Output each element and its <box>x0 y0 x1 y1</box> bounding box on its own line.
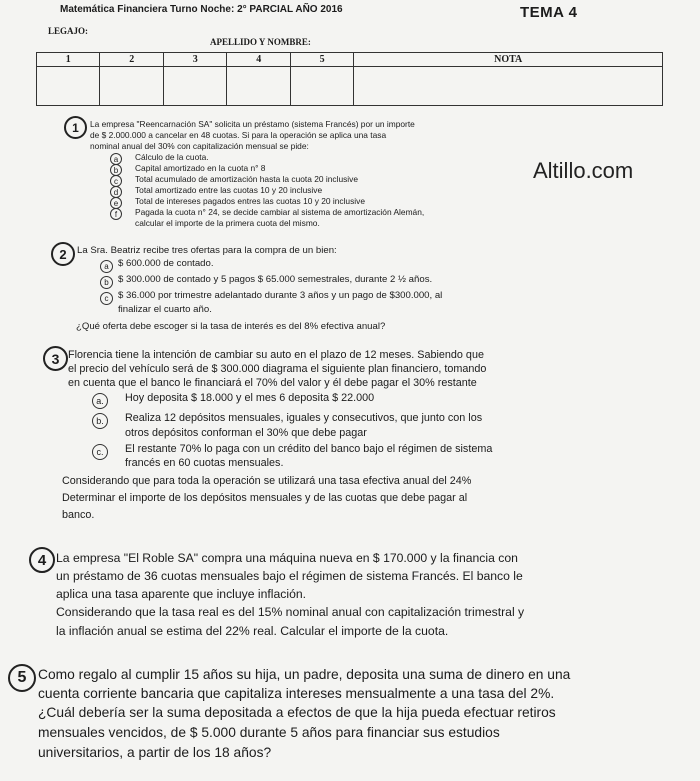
question-3-number: 3 <box>43 346 68 371</box>
question-3-line: el precio del vehículo será de $ 300.000 diagrama el siguiente plan financiero, tomando <box>68 363 487 375</box>
question-1-option: Total de intereses pagados entres las cuotas 10 y 20 inclusive <box>135 196 365 206</box>
question-4-line: aplica una tasa aparente que incluye inflación. <box>56 587 307 601</box>
apellido-label: APELLIDO Y NOMBRE: <box>210 37 311 47</box>
question-5-number: 5 <box>8 664 36 692</box>
grade-cell-1 <box>37 67 100 106</box>
question-1-option: Cálculo de la cuota. <box>135 152 209 162</box>
question-1-option-continuation: calcular el importe de la primera cuota del mismo. <box>135 218 320 228</box>
grade-cell-3 <box>163 67 226 106</box>
question-5-line: mensuales vencidos, de $ 5.000 durante 5 años para financiar sus estudios <box>38 725 500 740</box>
question-3-closing: Determinar el importe de los depósitos mensuales y de las cuotas que debe pagar al <box>62 492 468 504</box>
tema-label: TEMA 4 <box>520 4 578 21</box>
grade-header-nota: NOTA <box>354 53 663 67</box>
question-2-question: ¿Qué oferta debe escoger si la tasa de interés es del 8% efectiva anual? <box>76 321 386 332</box>
question-4-number: 4 <box>29 547 55 573</box>
grade-header-4: 4 <box>227 53 290 67</box>
option-marker: b. <box>92 413 108 429</box>
question-4-line: Considerando que la tasa real es del 15% nominal anual con capitalización trimestral y <box>56 605 525 619</box>
question-1-line: La empresa "Reencarnación SA" solicita un préstamo (sistema Francés) por un importe <box>90 119 415 129</box>
question-2-option: $ 600.000 de contado. <box>118 258 214 269</box>
option-marker: e <box>110 197 122 209</box>
question-4-line: la inflación anual se estima del 22% real. Calcular el importe de la cuota. <box>56 624 449 638</box>
question-5-line: universitarios, a partir de los 18 años? <box>38 745 272 760</box>
question-2-option-continuation: finalizar el cuarto año. <box>118 304 212 315</box>
option-marker: c <box>110 175 122 187</box>
question-2-number: 2 <box>51 242 75 266</box>
question-3-option-a: Hoy deposita $ 18.000 y el mes 6 deposita $ 22.000 <box>125 392 375 404</box>
option-marker: b <box>100 276 113 289</box>
question-5-line: ¿Cuál debería ser la suma depositada a efectos de que la hija pueda efectuar retiros <box>38 705 556 720</box>
question-1-option: Pagada la cuota n° 24, se decide cambiar al sistema de amortización Alemán, <box>135 207 425 217</box>
question-1-line: de $ 2.000.000 a cancelar en 48 cuotas. Si para la operación se aplica una tasa <box>90 130 387 140</box>
grade-cell-2 <box>100 67 163 106</box>
question-3-closing: banco. <box>62 509 95 521</box>
question-1-line: nominal anual del 30% con capitalización mensual se pide: <box>90 141 309 151</box>
option-marker: a <box>110 153 122 165</box>
grade-header-5: 5 <box>290 53 353 67</box>
option-marker: f <box>110 208 122 220</box>
grade-cell-nota <box>354 67 663 106</box>
question-3-option-c: El restante 70% lo paga con un crédito del banco bajo el régimen de sistema <box>125 443 493 455</box>
grade-header-3: 3 <box>163 53 226 67</box>
question-1-option: Capital amortizado en la cuota n° 8 <box>135 163 266 173</box>
option-marker: b <box>110 164 122 176</box>
option-marker: a <box>100 260 113 273</box>
option-marker: d <box>110 186 122 198</box>
grade-header-2: 2 <box>100 53 163 67</box>
watermark: Altillo.com <box>533 158 634 183</box>
question-3-line: en cuenta que el banco le financiará el 70% del valor y él debe pagar el 30% restante <box>68 377 477 389</box>
question-2-option: $ 36.000 por trimestre adelantado durante 3 años y un pago de $300.000, al <box>118 290 443 301</box>
question-1-option: Total amortizado entre las cuotas 10 y 20 inclusive <box>135 185 323 195</box>
question-3-option-c-continuation: francés en 60 cuotas mensuales. <box>125 457 284 469</box>
option-marker: c <box>100 292 113 305</box>
question-2-intro: La Sra. Beatriz recibe tres ofertas para la compra de un bien: <box>77 245 337 256</box>
question-3-option-b-continuation: otros depósitos conforman el 30% que debe pagar <box>125 427 367 439</box>
option-marker: a. <box>92 393 108 409</box>
question-1-option: Total acumulado de amortización hasta la cuota 20 inclusive <box>135 174 358 184</box>
legajo-label: LEGAJO: <box>48 26 89 36</box>
question-1-number: 1 <box>64 116 87 139</box>
question-5-line: cuenta corriente bancaria que capitaliza intereses mensualmente a una tasa del 2%. <box>38 686 555 701</box>
grade-cell-4 <box>227 67 290 106</box>
option-marker: c. <box>92 444 108 460</box>
exam-title: Matemática Financiera Turno Noche: 2° PARCIAL AÑO 2016 <box>60 4 343 15</box>
question-3-line: Florencia tiene la intención de cambiar su auto en el plazo de 12 meses. Sabiendo que <box>68 349 484 361</box>
question-2-option: $ 300.000 de contado y 5 pagos $ 65.000 semestrales, durante 2 ½ años. <box>118 274 433 285</box>
grade-header-1: 1 <box>37 53 100 67</box>
question-3-option-b: Realiza 12 depósitos mensuales, iguales y consecutivos, que junto con los <box>125 412 483 424</box>
question-4-line: un préstamo de 36 cuotas mensuales bajo el régimen de sistema Francés. El banco le <box>56 569 523 583</box>
question-3-closing: Considerando que para toda la operación se utilizará una tasa efectiva anual del 24% <box>62 475 472 487</box>
grade-cell-5 <box>290 67 353 106</box>
question-4-line: La empresa "El Roble SA" compra una máquina nueva en $ 170.000 y la financia con <box>56 551 518 565</box>
question-5-line: Como regalo al cumplir 15 años su hija, un padre, deposita una suma de dinero en una <box>38 667 571 682</box>
grade-table <box>36 52 663 106</box>
